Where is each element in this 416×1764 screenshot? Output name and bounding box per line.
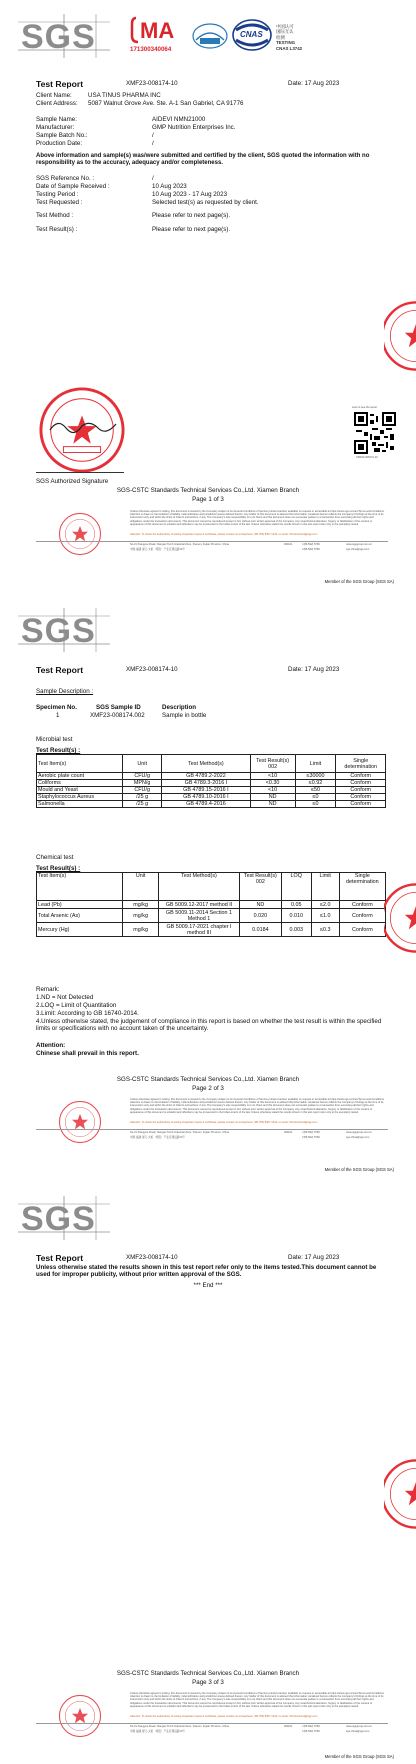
table-cell: ≤1.0: [311, 909, 339, 923]
footer-attention: Attention: To check the authenticity of testing /inspection report & certificate, please contact us at telephone: (86-755) 8307 1443, or email: CN.Doccheck@sgs.com: [130, 533, 318, 536]
table-row: [37, 909, 386, 923]
sample-label: Manufacturer:: [36, 124, 75, 131]
remark-line: 4.Unless otherwise stated, the judgement of compliance in this report is based on whether the test result is within the specified limits or specifications with no account taken of the uncertainty.: [36, 1018, 382, 1033]
client-address-label: Client Address:: [36, 100, 78, 107]
chemical-title: Chemical test: [36, 854, 74, 861]
table-cell: ND: [250, 794, 295, 801]
detail-label: Date of Sample Received :: [36, 183, 110, 190]
cnas-side-text: [276, 24, 302, 51]
sample-label: Sample Name:: [36, 116, 77, 123]
cnas-side-cn2: 国际互认: [276, 29, 294, 35]
qr-caption-bottom: XMF23-008174-10: [356, 456, 378, 459]
footer-seal-stamp: [58, 512, 102, 556]
table-header: Single determination: [339, 873, 385, 901]
table-header: Single determination: [336, 755, 386, 773]
company-line: SGS-CSTC Standards Technical Services Co.,Ltd. Xiamen Branch: [116, 487, 300, 494]
cnas-side-cn1: 中国认可: [276, 24, 294, 29]
table-cell: Staphylococcus Aureus: [37, 794, 123, 801]
report-date: Date: 17 Aug 2023: [288, 1254, 340, 1261]
detail-value: 10 Aug 2023: [152, 183, 187, 190]
footer-divider: [36, 541, 388, 542]
footer-address-en: No.31 Xiangyue Road, Xiangan Torch Industrial Zone, Xiamen, Fujian Province, China: [130, 543, 230, 546]
table-cell: Conform: [336, 787, 386, 794]
signature-label: SGS Authorized Signature: [36, 478, 109, 485]
attention-title: Attention:: [36, 1042, 66, 1049]
detail-value: Please refer to next page(s).: [152, 226, 231, 233]
remark-title: Remark:: [36, 986, 60, 993]
company-line: SGS-CSTC Standards Technical Services Co.,Ltd. Xiamen Branch: [116, 1076, 300, 1083]
table-cell: mg/kg: [123, 923, 159, 937]
footer-email[interactable]: sgs.china@sgs.com: [346, 548, 370, 551]
detail-label: Test Result(s) :: [36, 226, 78, 233]
microbial-results-label: Test Result(s) :: [36, 747, 81, 754]
report-statement: Unless otherwise stated the results shown in this test report refer only to the items tested.This document cannot be used for improper publicity, without prior written approval of the SGS.: [36, 1264, 377, 1279]
table-header: LOQ: [281, 873, 311, 901]
table-row: [37, 787, 386, 794]
footer-fax: f (86-592) 5766: [302, 1136, 320, 1139]
detail-label: Test Requested :: [36, 199, 83, 206]
detail-value: Please refer to next page(s).: [152, 212, 231, 219]
footer-divider: [36, 1723, 388, 1724]
client-name-label: Client Name:: [36, 92, 72, 99]
report-title: Test Report: [36, 79, 84, 89]
table-row: [37, 901, 386, 909]
page-footer: [36, 1098, 388, 1146]
specimen-header-id: SGS Sample ID: [96, 704, 141, 711]
footer-seal-stamp: [58, 1694, 102, 1738]
table-header: Test Item(s): [37, 755, 123, 773]
footer-fax: f (86-592) 5766: [302, 1730, 320, 1733]
report-date: Date: 17 Aug 2023: [288, 666, 340, 673]
sample-value: AIDEVI NMN21000: [152, 116, 206, 123]
report-number: XMF23-008174-10: [126, 80, 178, 87]
table-cell: GB 5009.17-2021 chapter I method III: [158, 923, 239, 937]
table-cell: GB 4789.3-2016 I: [162, 780, 251, 787]
ilac-mra-logo: [192, 22, 228, 50]
table-cell: CFU/g: [123, 773, 162, 780]
table-cell: Salmonella: [37, 801, 123, 808]
table-header: Unit: [123, 873, 159, 901]
cnas-word: CNAS: [240, 30, 263, 39]
svg-text:MA: MA: [140, 18, 175, 43]
table-cell: Mercury (Hg): [37, 923, 123, 937]
table-cell: <0.30: [250, 780, 295, 787]
page-number: Page 2 of 3: [192, 1085, 224, 1092]
table-cell: mg/kg: [123, 909, 159, 923]
end-mark: *** End ***: [193, 1282, 223, 1289]
table-cell: GB 4789.4-2016: [162, 801, 251, 808]
table-header: Test Result(s) 002: [250, 755, 295, 773]
footer-postcode: 361101: [284, 1131, 293, 1134]
sgs-logo: [18, 608, 110, 652]
sample-label: Production Date:: [36, 140, 83, 147]
microbial-title: Microbial test: [36, 736, 73, 743]
footer-seal-stamp: [58, 1100, 102, 1144]
remark-line: 3.Limit: According to GB 16740-2014.: [36, 1010, 139, 1017]
table-cell: Conform: [339, 923, 385, 937]
table-cell: Total Arsenic (As): [37, 909, 123, 923]
table-cell: GB 4789.15-2016 I: [162, 787, 251, 794]
table-cell: 0.010: [281, 909, 311, 923]
client-address-value: 5087 Walnut Grove Ave. Ste. A-1 San Gabriel, CA 91776: [88, 100, 244, 107]
footer-web[interactable]: www.sgsgroup.com.cn: [346, 543, 372, 546]
table-cell: MPN/g: [123, 780, 162, 787]
table-cell: Conform: [336, 794, 386, 801]
table-cell: ND: [240, 901, 282, 909]
table-header: Test Result(s) 002: [240, 873, 282, 901]
sample-description-label: Sample Description :: [36, 688, 94, 695]
table-cell: ≤30000: [295, 773, 336, 780]
sample-value: /: [152, 140, 154, 147]
table-header: Limit: [295, 755, 336, 773]
table-cell: ND: [250, 801, 295, 808]
table-cell: Conform: [336, 780, 386, 787]
detail-value: Selected test(s) as requested by client.: [152, 199, 259, 206]
footer-tel: t (86-592) 5766: [302, 543, 320, 546]
detail-label: Test Method :: [36, 212, 74, 219]
client-name-value: USA TINUS PHARMA INC: [88, 92, 161, 99]
detail-label: SGS Reference No. :: [36, 175, 95, 182]
table-row: [37, 923, 386, 937]
footer-fine-print: Unless otherwise agreed in writing, this document is issued by the Company subject to its General Conditions of Service printed overleaf, available on request or accessible at https://www.sgs.com/en/Terms-and-Conditions. Attention is drawn to the limitation of liability, indemnification and jurisdiction issues defined therein. Any holder of this document is advised that information contained hereon reflects the Company's findings at the time of its intervention only and within the limits of Client's instructions, if any. The Company's sole responsibility is to its Client and this document does not exonerate parties to a transaction from exercising all their rights and obligations under the transaction documents. This document cannot be reproduced except in full, without prior written approval of the Company. Any unauthorized alteration, forgery or falsification of the content or appearance of this document is unlawful and offenders may be prosecuted to the fullest extent of the law. Unless otherwise stated the results shown in this test report refer only to the sample(s) tested.: [130, 510, 385, 526]
remark-line: 2.LOQ = Limit of Quantitation: [36, 1002, 117, 1009]
table-row: [37, 780, 386, 787]
table-cell: 0.05: [281, 901, 311, 909]
sample-value: /: [152, 132, 154, 139]
table-header: Test Method(s): [162, 755, 251, 773]
microbial-table: [36, 754, 386, 808]
table-cell: Conform: [336, 773, 386, 780]
footer-address-cn: 中国·福建·厦门·火炬（翔安）产业区翔岳路31号: [130, 548, 185, 551]
table-cell: /25 g: [123, 801, 162, 808]
footer-email[interactable]: sgs.china@sgs.com: [346, 1730, 370, 1733]
footer-postcode: 361101: [284, 1725, 293, 1728]
page-footer: [36, 1692, 388, 1740]
table-cell: ≤50: [295, 787, 336, 794]
page-number: Page 1 of 3: [192, 496, 224, 503]
report-page-1: [0, 0, 416, 588]
report-page-2: [0, 588, 416, 1176]
table-cell: ≤0.3: [311, 923, 339, 937]
half-seal-stamp: [384, 296, 416, 376]
sgs-logo: [18, 1196, 110, 1240]
specimen-header-no: Specimen No.: [36, 704, 77, 711]
table-header: Unit: [123, 755, 162, 773]
table-cell: /25 g: [123, 794, 162, 801]
table-row: [37, 794, 386, 801]
half-seal-stamp: [384, 878, 416, 958]
handwritten-signature: [48, 416, 118, 436]
footer-attention: Attention: To check the authenticity of testing /inspection report & certificate, please contact us at telephone: (86-755) 8307 1443, or email: CN.Doccheck@sgs.com: [130, 1121, 318, 1124]
sample-label: Sample Batch No.:: [36, 132, 88, 139]
footer-member: Member of the SGS Group (SGS SA): [324, 579, 394, 584]
table-cell: Conform: [339, 909, 385, 923]
footer-address-cn: 中国·福建·厦门·火炬（翔安）产业区翔岳路31号: [130, 1730, 185, 1733]
table-cell: mg/kg: [123, 901, 159, 909]
footer-web[interactable]: www.sgsgroup.com.cn: [346, 1131, 372, 1134]
report-date: Date: 17 Aug 2023: [288, 80, 340, 87]
footer-tel: t (86-592) 5766: [302, 1131, 320, 1134]
table-header: Limit: [311, 873, 339, 901]
cma-number: 171300340064: [130, 46, 172, 53]
footer-address-en: No.31 Xiangyue Road, Xiangan Torch Industrial Zone, Xiamen, Fujian Province, China: [130, 1131, 230, 1134]
table-cell: Conform: [339, 901, 385, 909]
specimen-no: 1: [56, 712, 60, 719]
footer-address-en: No.31 Xiangyue Road, Xiangan Torch Industrial Zone, Xiamen, Fujian Province, China: [130, 1725, 230, 1728]
table-header: Test Item(s): [37, 873, 123, 901]
table-cell: Mould and Yeast: [37, 787, 123, 794]
footer-divider: [36, 1129, 388, 1130]
table-cell: CFU/g: [123, 787, 162, 794]
cnas-side-cn3: 检测: [276, 34, 285, 40]
footer-member: Member of the SGS Group (SGS SA): [324, 1754, 394, 1759]
qr-caption-top: scan to see the report: [352, 406, 378, 409]
footer-fax: f (86-592) 5766: [302, 548, 320, 551]
table-row: [37, 773, 386, 780]
qr-code[interactable]: [354, 412, 396, 454]
report-title: Test Report: [36, 665, 84, 675]
footer-web[interactable]: www.sgsgroup.com.cn: [346, 1725, 372, 1728]
chemical-results-label: Test Result(s) :: [36, 865, 81, 872]
cnas-side-no: CNAS L3742: [276, 45, 303, 51]
report-number: XMF23-008174-10: [126, 666, 178, 673]
footer-tel: t (86-592) 5766: [302, 1725, 320, 1728]
table-cell: ≤0.92: [295, 780, 336, 787]
table-cell: Lead (Pb): [37, 901, 123, 909]
half-seal-stamp: [384, 1454, 416, 1534]
report-page-3: [0, 1176, 416, 1764]
table-cell: Coliforms: [37, 780, 123, 787]
footer-address-cn: 中国·福建·厦门·火炬（翔安）产业区翔岳路31号: [130, 1136, 185, 1139]
detail-label: Testing Period :: [36, 191, 79, 198]
cma-mark-icon: [130, 16, 188, 46]
table-cell: <10: [250, 787, 295, 794]
detail-value: /: [152, 175, 154, 182]
signature-line: [36, 472, 124, 473]
report-number: XMF23-008174-10: [126, 1254, 178, 1261]
table-header: Test Method(s): [158, 873, 239, 901]
table-cell: GB 4789.10-2016 I: [162, 794, 251, 801]
table-cell: GB 5009.11-2014 Section 1 Method 1: [158, 909, 239, 923]
table-cell: Aerobic plate count: [37, 773, 123, 780]
cnas-side-en: TESTING: [276, 40, 296, 46]
table-cell: ≤0: [295, 801, 336, 808]
chemical-table: [36, 872, 386, 937]
detail-value: 10 Aug 2023 - 17 Aug 2023: [152, 191, 228, 198]
attention-text: Chinese shall prevail in this report.: [36, 1050, 139, 1057]
table-cell: GB 4789.2-2022: [162, 773, 251, 780]
client-notice: Above information and sample(s) was/were submitted and certified by the client, SGS quoted the information with no responsibility as to the accuracy, adequacy and/or completeness.: [36, 153, 370, 167]
table-cell: 0.0184: [240, 923, 282, 937]
table-cell: Conform: [336, 801, 386, 808]
table-cell: ≤0: [295, 794, 336, 801]
table-row: [37, 801, 386, 808]
cma-logo: [130, 16, 188, 56]
footer-attention: Attention: To check the authenticity of testing /inspection report & certificate, please contact us at telephone: (86-755) 8307 1443, or email: CN.Doccheck@sgs.com: [130, 1715, 318, 1718]
footer-member: Member of the SGS Group (SGS SA): [324, 1167, 394, 1172]
specimen-id: XMF23-008174.002: [90, 712, 145, 719]
specimen-header-desc: Description: [162, 704, 197, 711]
sample-value: GMP Nutrition Enterprises Inc.: [152, 124, 236, 131]
specimen-desc: Sample in bottle: [162, 712, 207, 719]
table-cell: <10: [250, 773, 295, 780]
table-cell: 0.020: [240, 909, 282, 923]
footer-postcode: 361101: [284, 543, 293, 546]
footer-email[interactable]: sgs.china@sgs.com: [346, 1136, 370, 1139]
table-cell: ≤2.0: [311, 901, 339, 909]
company-line: SGS-CSTC Standards Technical Services Co.,Ltd. Xiamen Branch: [116, 1670, 300, 1677]
page-number: Page 3 of 3: [192, 1679, 224, 1686]
table-cell: GB 5009.12-2017 method II: [158, 901, 239, 909]
footer-fine-print: Unless otherwise agreed in writing, this document is issued by the Company subject to its General Conditions of Service printed overleaf, available on request or accessible at https://www.sgs.com/en/Terms-and-Conditions. Attention is drawn to the limitation of liability, indemnification and jurisdiction issues defined therein. Any holder of this document is advised that information contained hereon reflects the Company's findings at the time of its intervention only and within the limits of Client's instructions, if any. The Company's sole responsibility is to its Client and this document does not exonerate parties to a transaction from exercising all their rights and obligations under the transaction documents. This document cannot be reproduced except in full, without prior written approval of the Company. Any unauthorized alteration, forgery or falsification of the content or appearance of this document is unlawful and offenders may be prosecuted to the fullest extent of the law. Unless otherwise stated the results shown in this test report refer only to the sample(s) tested.: [130, 1098, 385, 1114]
table-cell: 0.003: [281, 923, 311, 937]
page-footer: [36, 510, 388, 558]
report-title: Test Report: [36, 1253, 84, 1263]
sgs-logo: [18, 14, 110, 58]
remark-line: 1.ND = Not Detected: [36, 994, 94, 1001]
footer-fine-print: Unless otherwise agreed in writing, this document is issued by the Company subject to its General Conditions of Service printed overleaf, available on request or accessible at https://www.sgs.com/en/Terms-and-Conditions. Attention is drawn to the limitation of liability, indemnification and jurisdiction issues defined therein. Any holder of this document is advised that information contained hereon reflects the Company's findings at the time of its intervention only and within the limits of Client's instructions, if any. The Company's sole responsibility is to its Client and this document does not exonerate parties to a transaction from exercising all their rights and obligations under the transaction documents. This document cannot be reproduced except in full, without prior written approval of the Company. Any unauthorized alteration, forgery or falsification of the content or appearance of this document is unlawful and offenders may be prosecuted to the fullest extent of the law. Unless otherwise stated the results shown in this test report refer only to the sample(s) tested.: [130, 1692, 385, 1708]
